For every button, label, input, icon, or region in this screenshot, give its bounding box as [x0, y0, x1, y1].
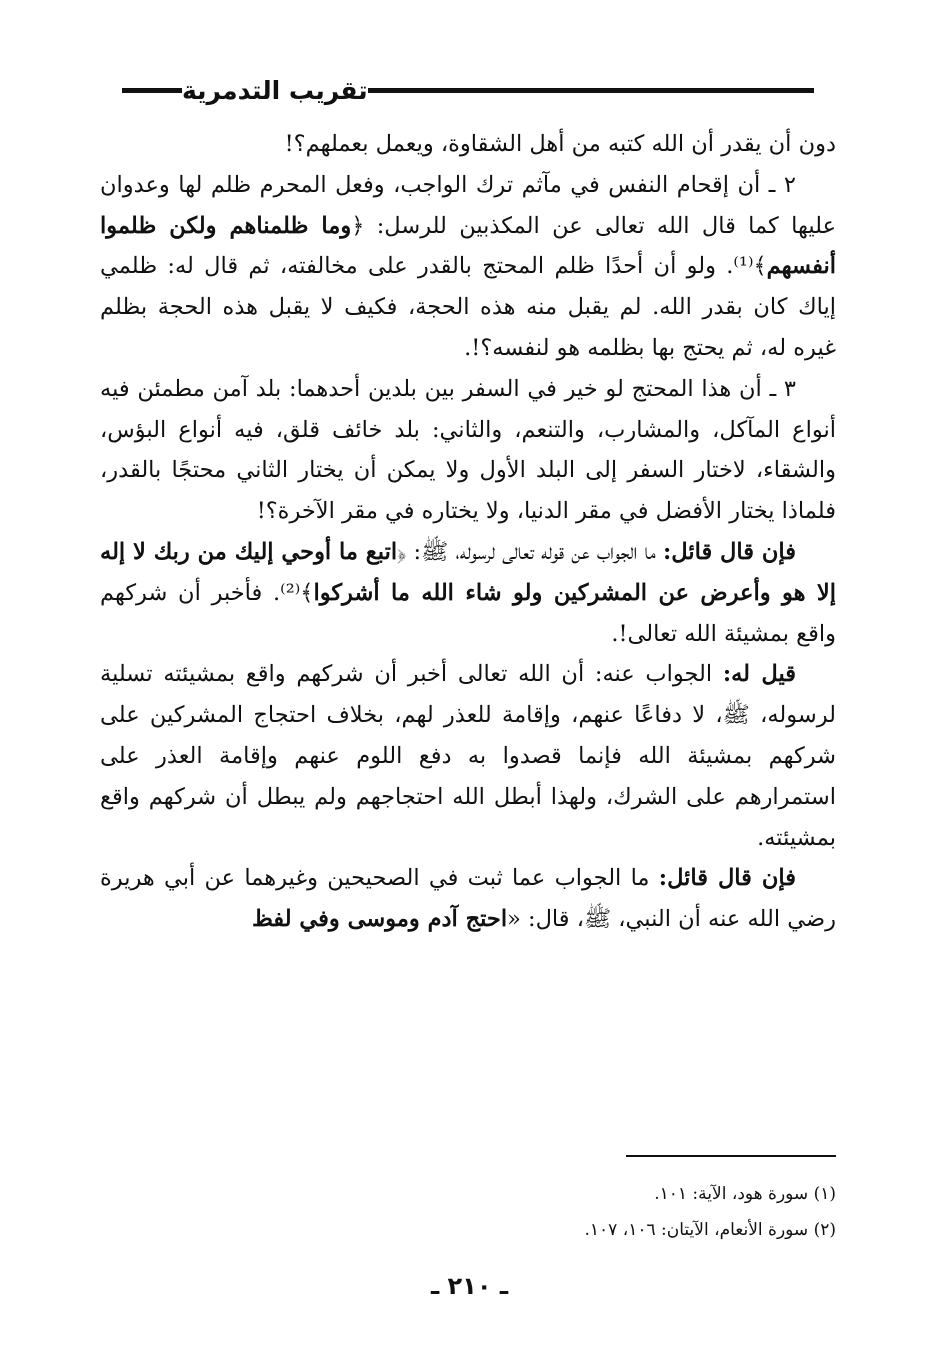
question-lead-1: فإن قال قائل: — [662, 538, 797, 565]
page-body — [100, 124, 836, 940]
footnote-rule — [626, 1155, 836, 1157]
header-rule-left — [122, 88, 182, 93]
answer-lead: قيل له: — [722, 661, 796, 688]
paragraph-6 — [100, 858, 836, 940]
footnote-1: (١) سورة هود، الآية: ١٠١. — [654, 1184, 836, 1204]
running-header — [100, 70, 836, 110]
quran-quote-2: اتبع ما أوحي إليك من ربك لا إله إلا هو وأعرض عن المشركين ولو شاء الله ما أشركوا — [100, 538, 836, 606]
paragraph-2 — [100, 165, 836, 369]
footnotes — [100, 1176, 836, 1248]
paragraph-1: دون أن يقدر أن الله كتبه من أهل الشقاوة، ويعمل بعملهم؟! — [284, 131, 836, 157]
paragraph-5 — [100, 654, 836, 858]
item-number-3: ٣ ـ — [769, 375, 796, 402]
paragraph-4-text-a: ما الجواب عن قوله تعالى لرسوله، ﷺ: ﴿ — [397, 538, 656, 565]
paragraph-4 — [100, 532, 836, 654]
page-number: ـ ٢١٠ ـ — [430, 1272, 509, 1300]
item-number-2: ٢ ـ — [768, 171, 796, 198]
paragraph-3 — [100, 369, 836, 532]
question-lead-2: فإن قال قائل: — [658, 865, 796, 892]
paragraph-2-text-a: أن إقحام النفس في مآثم ترك الواجب، وفعل المحرم ظلم لها وعدوان عليها كما قال الله تعالى عن المكذبين للرسل: ﴿ — [100, 171, 836, 239]
paragraph-3-text: أن هذا المحتج لو خير في السفر بين بلدين أحدهما: بلد آمن مطمئن فيه أنواع المآكل، والمشارب، والتنعم، والثاني: بلد خائف قلق، فيه أنواع البؤس، والشقاء، لاختار السفر إلى البلد الأول ولا يمكن أن يختار الثاني محتجًا بالقدر، فلماذا يختار الأفضل في مقر الدنيا، ولا يختاره في مقر الآخرة؟! — [100, 375, 836, 525]
quran-quote-1: وما ظلمناهم ولكن ظلموا أنفسهم — [100, 212, 836, 280]
paragraph-2-text-b: ﴾⁽¹⁾. ولو أن أحدًا ظلم المحتج بالقدر على مخالفته، ثم قال له: ظلمي إياك كان بقدر الله. لم يقبل منه هذه الحجة، فكيف لا يقبل هذه الحجة بظلم غيره له، ثم يحتج بها بظلمه هو لنفسه؟!. — [100, 253, 836, 361]
paragraph-6-text-a: ما الجواب عما ثبت في الصحيحين وغيرهما عن أبي هريرة رضي الله عنه أن النبي، ﷺ، قال: « — [100, 865, 836, 933]
header-rule-right — [368, 88, 814, 93]
paragraph-5-text: الجواب عنه: أن الله تعالى أخبر أن شركهم واقع بمشيئته تسلية لرسوله، ﷺ، لا دفاعًا عنهم، وإقامة للعذر لهم، بخلاف احتجاج المشركين على شركهم بمشيئة الله فإنما قصدوا به دفع اللوم عنهم وإقامة العذر على استمرارهم على الشرك، ولهذا أبطل الله احتجاجهم ولم يبطل أن شركهم واقع بمشيئته. — [100, 661, 836, 851]
paragraph-4-text-b: ﴾⁽²⁾. فأخبر أن شركهم واقع بمشيئة الله تعالى!. — [100, 579, 836, 647]
hadith-quote: احتج آدم وموسى وفي لفظ — [251, 906, 508, 933]
header-title: تقريب التدمرية — [182, 75, 368, 105]
footnote-2: (٢) سورة الأنعام، الآيتان: ١٠٦، ١٠٧. — [584, 1220, 836, 1240]
